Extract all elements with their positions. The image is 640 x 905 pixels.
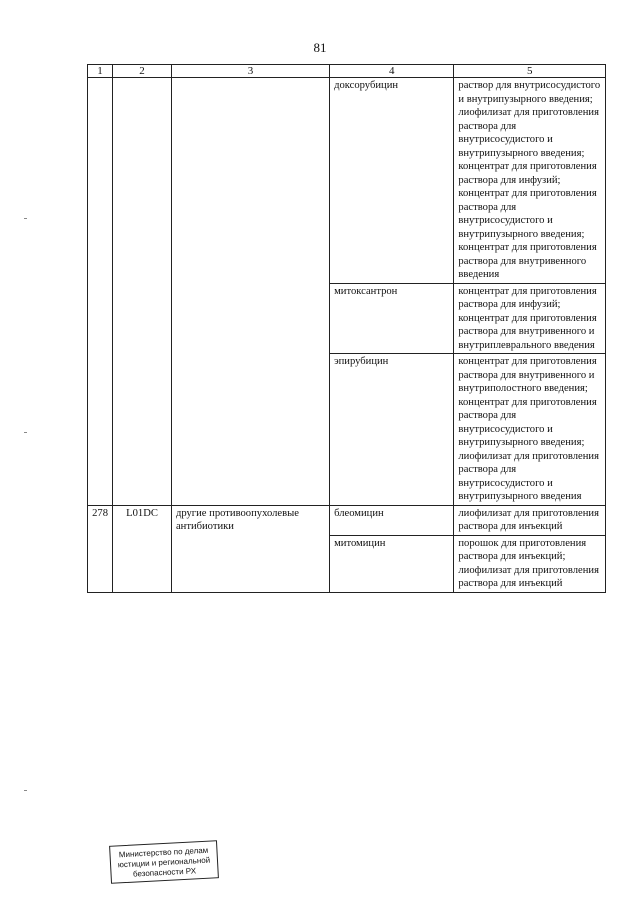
dosage-form: порошок для приготовления раствора для инъекций; лиофилизат для приготовления раствора для инъекций xyxy=(454,535,606,592)
table-row xyxy=(88,505,606,535)
scan-mark xyxy=(24,790,27,791)
table-header-row xyxy=(88,65,606,78)
dosage-form: концентрат для приготовления раствора для внутривенного и внутриполостного введения; концентрат для приготовления раствора для внутрисосудистого и внутрипузырного введения; лиофилизат для приготовления раствора для внутрисосудистого и внутрипузырного введения xyxy=(454,354,606,506)
column-header: 2 xyxy=(113,65,172,78)
group-name: другие противоопухолевые антибиотики xyxy=(171,505,329,592)
column-header: 3 xyxy=(171,65,329,78)
scan-mark xyxy=(24,218,27,219)
drug-name: митомицин xyxy=(330,535,454,592)
drug-name: доксорубицин xyxy=(330,78,454,284)
column-header: 1 xyxy=(88,65,113,78)
stamp-line: Министерство по делам xyxy=(118,845,209,860)
table-row xyxy=(88,78,606,284)
column-header: 4 xyxy=(330,65,454,78)
page-number: 81 xyxy=(313,40,327,55)
dosage-form: раствор для внутрисосудистого и внутрипузырного введения; лиофилизат для приготовления раствора для внутрисосудистого и внутрипузырного введения; концентрат для приготовления раствора для инфузий; концентрат для приготовления раствора для внутрисосудистого и внутрипузырного введения; концентрат для приготовления раствора для внутривенного введения xyxy=(454,78,606,284)
dosage-form: концентрат для приготовления раствора для инфузий; концентрат для приготовления раствора для внутривенного и внутриплеврального введения xyxy=(454,283,606,354)
column-header: 5 xyxy=(454,65,606,78)
group-name xyxy=(171,78,329,506)
drug-name: блеомицин xyxy=(330,505,454,535)
drug-name: митоксантрон xyxy=(330,283,454,354)
scan-mark xyxy=(24,432,27,433)
row-number: 278 xyxy=(88,505,113,592)
drug-name: эпирубицин xyxy=(330,354,454,506)
atc-code: L01DC xyxy=(113,505,172,592)
row-number xyxy=(88,78,113,506)
stamp-line: безопасности РХ xyxy=(132,866,197,879)
dosage-form: лиофилизат для приготовления раствора для инъекций xyxy=(454,505,606,535)
stamp-line: юстиции и региональной xyxy=(117,855,211,870)
drug-table xyxy=(87,64,606,593)
registration-stamp xyxy=(109,840,219,884)
atc-code xyxy=(113,78,172,506)
